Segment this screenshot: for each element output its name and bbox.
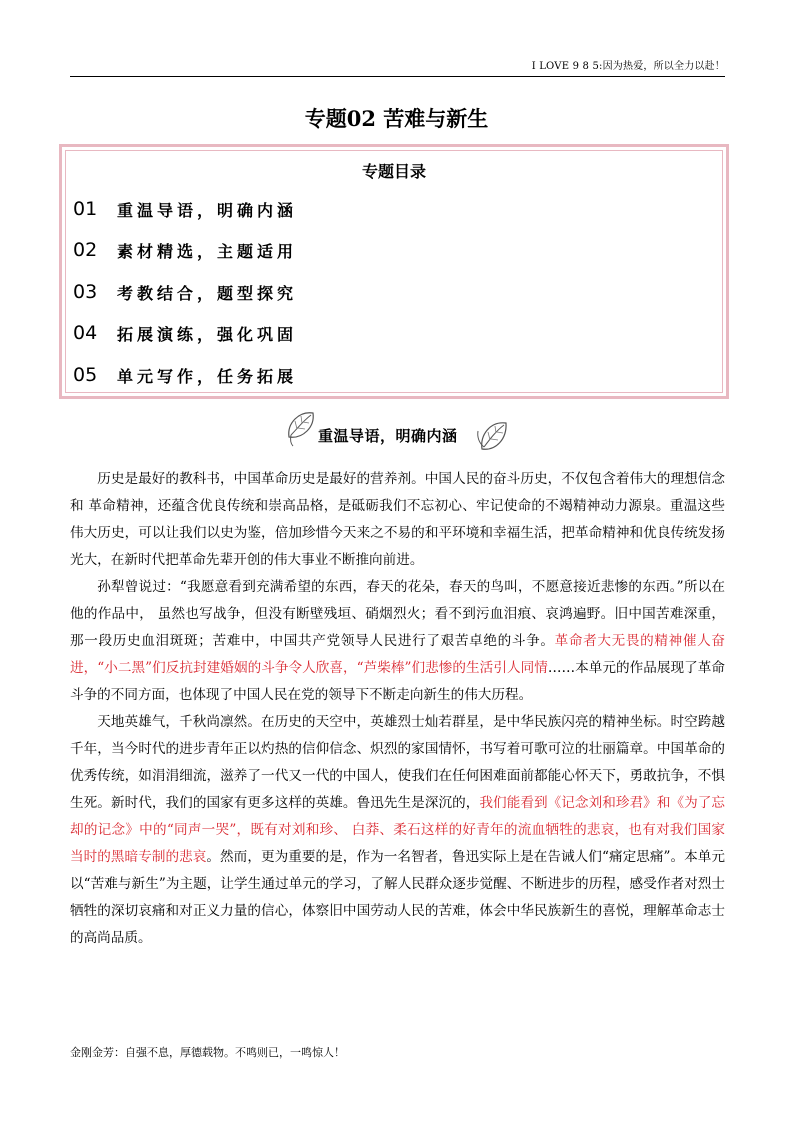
toc-item-label: 素材精选，主题适用 — [117, 241, 298, 261]
page-header — [70, 52, 725, 77]
toc-item-number: 03 — [73, 281, 98, 303]
table-of-contents — [59, 144, 729, 399]
toc-item[interactable] — [73, 235, 297, 265]
toc-item-label: 重温导语，明确内涵 — [117, 200, 298, 220]
paragraph-3-text-a: 天地英雄气，千秋尚凛然。在历史的天空中，英雄烈士灿若群星，是中华民族闪亮的精神坐标。时空跨越千年，当今时代的进步青年正以灼热的信仰信念、炽烈的家国情怀，书写着可歌可泣的壮丽篇章。中国革命的优秀传统，如涓涓细流，滋养了一代又一代的中国人，使我们在任何困难面前都能心怀天下，勇敢抗争，不惧生死。新时代，我们的国家有更多这样的英雄。鲁迅先生是深沉的， — [70, 714, 725, 811]
paragraph-3-text-b: 。然而，更为重要的是，作为一名智者，鲁迅实际上是在告诫人们“痛定思痛”。本单元以“苦难与新生”为主题，让学生通过单元的学习，了解人民群众逐步觉醒、不断进步的历程，感受作者对烈士牺牲的深切哀痛和对正义力量的信心，体察旧中国劳动人民的苦难，体会中华民族新生的喜悦，理解革命志士的高尚品质。 — [70, 849, 726, 946]
page-title: 专题02 苦难与新生 — [304, 106, 489, 131]
paragraph-2-text-b: ……本单元的作品展现了革命斗争的不同方面，也体现了中国人民在党的领导下不断走向新生的伟大历程。 — [70, 660, 726, 703]
toc-item-label: 考教结合，题型探究 — [117, 283, 298, 303]
toc-item[interactable] — [73, 318, 297, 348]
paragraph-2 — [70, 574, 725, 709]
toc-item[interactable] — [73, 360, 297, 390]
toc-item-label: 单元写作，任务拓展 — [117, 366, 298, 386]
section-title: 重温导语，明确内涵 — [318, 427, 458, 445]
leaf-right-icon — [476, 413, 510, 455]
page-footer: 金刚金芳：自强不息，厚德载物。不鸣则已，一鸣惊人！ — [70, 1046, 345, 1059]
leaf-left-icon — [285, 407, 319, 447]
toc-item[interactable] — [73, 194, 297, 224]
toc-item-number: 01 — [73, 198, 98, 220]
toc-item-number: 02 — [73, 239, 98, 261]
paragraph-1: 历史是最好的教科书，中国革命历史是最好的营养剂。中国人民的奋斗历史，不仅包含着伟大的理想信念和 革命精神，还蕴含优良传统和崇高品格，是砥砺我们不忘初心、牢记使命的不竭精神动力源泉。重温这些伟大历史，可以让我们以史为鉴，倍加珍惜今天来之不易的和平环境和幸福生活，把革命精神和优良传统发扬光大，在新时代把革命先辈开创的伟大事业不断推向前进。 — [70, 471, 725, 568]
toc-item-label: 拓展演练，强化巩固 — [117, 324, 298, 344]
toc-item-number: 05 — [73, 364, 98, 386]
paragraph-3 — [70, 709, 725, 952]
paragraph-2-text-a: 孙犁曾说过：“我愿意看到充满希望的东西，春天的花朵，春天的鸟叫，不愿意接近悲惨的东西。”所以在他的作品中， 虽然也写战争，但没有断壁残垣、硝烟烈火；看不到污血泪痕、哀鸿遍野。旧中国苦难深重，那一段历史血泪斑斑；苦难中，中国共产党领导人民进行了艰苦卓绝的斗争。 — [70, 579, 725, 649]
article-body — [70, 466, 725, 952]
paragraph-2-highlight: 革命者大无畏的精神催人奋进，“小二黑”们反抗封建婚姻的斗争令人欣喜，“芦柴棒”们悲惨的生活引人同情 — [70, 633, 726, 676]
paragraph-3-highlight: 我们能看到《记念刘和珍君》和《为了忘却的记念》中的“同声一哭”，既有对刘和珍、 白莽、柔石这样的好青年的流血牺牲的悲哀，也有对我们国家当时的黑暗专制的悲哀 — [70, 795, 725, 865]
toc-title: 专题目录 — [361, 162, 426, 181]
section-banner — [285, 407, 510, 457]
toc-item[interactable] — [73, 277, 297, 307]
header-slogan: I LOVE 9 8 5:因为热爱，所以全力以赴！ — [531, 61, 725, 72]
toc-item-number: 04 — [73, 322, 98, 344]
